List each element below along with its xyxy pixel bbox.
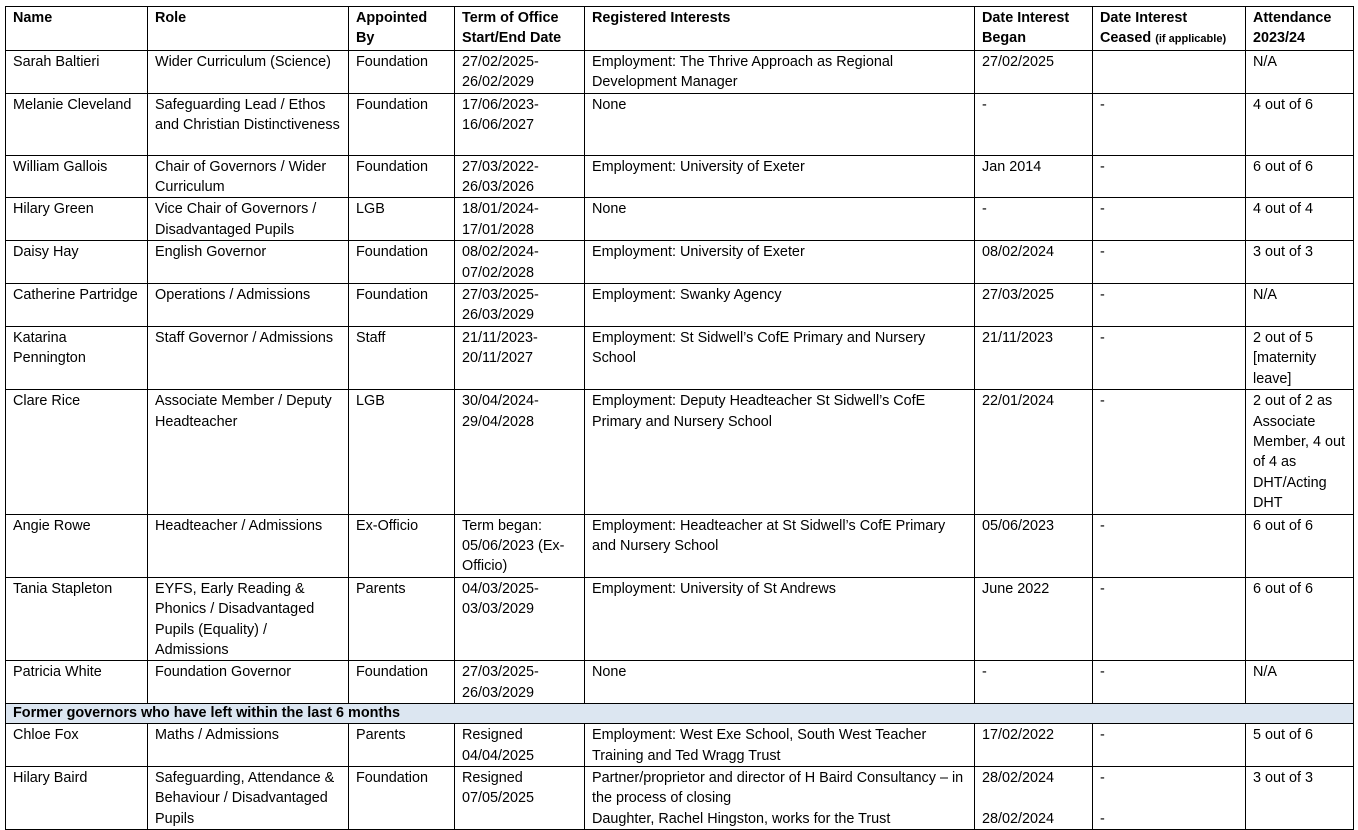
cell-role: Maths / Admissions [148, 724, 349, 767]
cell-interests: None [585, 198, 975, 241]
header-ceased-label: Date Interest Ceased [1100, 10, 1188, 47]
former-section-row [6, 704, 1354, 724]
cell-ceased: - [1093, 198, 1246, 241]
cell-interests: Employment: West Exe School, South West Teacher Training and Ted Wragg Trust [585, 724, 975, 767]
table-row [6, 724, 1354, 767]
cell-appointed-by: Foundation [349, 284, 455, 327]
cell-role: Foundation Governor [148, 661, 349, 704]
header-row [6, 7, 1354, 51]
cell-name: Daisy Hay [6, 241, 148, 284]
cell-interests: Employment: St Sidwell’s CofE Primary and Nursery School [585, 326, 975, 389]
cell-began: 21/11/2023 [975, 326, 1093, 389]
cell-attendance: 6 out of 6 [1246, 155, 1354, 198]
ceased-line: - [1100, 810, 1105, 827]
cell-term: 27/03/2022-26/03/2026 [455, 155, 585, 198]
cell-attendance: 3 out of 3 [1246, 241, 1354, 284]
table-row [6, 241, 1354, 284]
cell-ceased: - [1093, 93, 1246, 155]
cell-term: 27/03/2025-26/03/2029 [455, 284, 585, 327]
header-interests: Registered Interests [585, 7, 975, 51]
cell-began: 05/06/2023 [975, 514, 1093, 577]
cell-attendance: 5 out of 6 [1246, 724, 1354, 767]
cell-interests: None [585, 661, 975, 704]
cell-attendance: N/A [1246, 284, 1354, 327]
cell-term: Resigned 07/05/2025 [455, 767, 585, 830]
header-attendance: Attendance 2023/24 [1246, 7, 1354, 51]
cell-name: Chloe Fox [6, 724, 148, 767]
cell-interests: Employment: University of St Andrews [585, 577, 975, 661]
cell-term: 21/11/2023-20/11/2027 [455, 326, 585, 389]
cell-interests: None [585, 93, 975, 155]
table-row [6, 390, 1354, 514]
cell-ceased [1093, 50, 1246, 93]
cell-ceased: - [1093, 514, 1246, 577]
cell-attendance: 4 out of 6 [1246, 93, 1354, 155]
cell-name: Katarina Pennington [6, 326, 148, 389]
interest-line: Partner/proprietor and director of H Baird Consultancy – in the process of closing [592, 770, 964, 807]
cell-appointed-by: Staff [349, 326, 455, 389]
cell-term: 27/02/2025-26/02/2029 [455, 50, 585, 93]
table-row [6, 767, 1354, 830]
cell-attendance: N/A [1246, 661, 1354, 704]
cell-role: Operations / Admissions [148, 284, 349, 327]
cell-attendance: N/A [1246, 50, 1354, 93]
table-row [6, 50, 1354, 93]
cell-began: 22/01/2024 [975, 390, 1093, 514]
cell-name: Hilary Baird [6, 767, 148, 830]
header-term: Term of Office Start/End Date [455, 7, 585, 51]
cell-interests: Employment: Deputy Headteacher St Sidwell’s CofE Primary and Nursery School [585, 390, 975, 514]
table-row [6, 661, 1354, 704]
cell-interests: Employment: Headteacher at St Sidwell’s CofE Primary and Nursery School [585, 514, 975, 577]
cell-term: 17/06/2023-16/06/2027 [455, 93, 585, 155]
header-ceased [1093, 7, 1246, 51]
cell-appointed-by: Foundation [349, 155, 455, 198]
cell-attendance: 6 out of 6 [1246, 514, 1354, 577]
cell-appointed-by: Ex-Officio [349, 514, 455, 577]
cell-role: Safeguarding, Attendance & Behaviour / Disadvantaged Pupils [148, 767, 349, 830]
cell-role: Vice Chair of Governors / Disadvantaged Pupils [148, 198, 349, 241]
cell-began: 08/02/2024 [975, 241, 1093, 284]
governors-table [5, 6, 1354, 830]
cell-appointed-by: Foundation [349, 93, 455, 155]
table-row [6, 284, 1354, 327]
cell-term: 27/03/2025-26/03/2029 [455, 661, 585, 704]
cell-name: William Gallois [6, 155, 148, 198]
cell-attendance: 6 out of 6 [1246, 577, 1354, 661]
cell-ceased [1093, 767, 1246, 830]
cell-role: Associate Member / Deputy Headteacher [148, 390, 349, 514]
header-began: Date Interest Began [975, 7, 1093, 51]
table-row [6, 326, 1354, 389]
cell-interests: Employment: University of Exeter [585, 155, 975, 198]
cell-began: 17/02/2022 [975, 724, 1093, 767]
cell-term: 18/01/2024-17/01/2028 [455, 198, 585, 241]
cell-role: Wider Curriculum (Science) [148, 50, 349, 93]
cell-interests: Employment: The Thrive Approach as Regional Development Manager [585, 50, 975, 93]
table-row [6, 198, 1354, 241]
cell-name: Melanie Cleveland [6, 93, 148, 155]
cell-name: Catherine Partridge [6, 284, 148, 327]
cell-name: Hilary Green [6, 198, 148, 241]
cell-began: Jan 2014 [975, 155, 1093, 198]
cell-name: Tania Stapleton [6, 577, 148, 661]
cell-interests: Employment: University of Exeter [585, 241, 975, 284]
cell-ceased: - [1093, 326, 1246, 389]
cell-began [975, 767, 1093, 830]
cell-attendance: 2 out of 2 as Associate Member, 4 out of 4 as DHT/Acting DHT [1246, 390, 1354, 514]
header-name: Name [6, 7, 148, 51]
cell-appointed-by: Parents [349, 577, 455, 661]
cell-interests: Employment: Swanky Agency [585, 284, 975, 327]
cell-appointed-by: LGB [349, 390, 455, 514]
cell-ceased: - [1093, 390, 1246, 514]
began-line: 28/02/2024 [982, 770, 1055, 786]
cell-role: Headteacher / Admissions [148, 514, 349, 577]
cell-term: Term began: 05/06/2023 (Ex-Officio) [455, 514, 585, 577]
table-row [6, 93, 1354, 155]
cell-interests [585, 767, 975, 830]
cell-ceased: - [1093, 661, 1246, 704]
cell-attendance: 2 out of 5 [maternity leave] [1246, 326, 1354, 389]
cell-attendance: 4 out of 4 [1246, 198, 1354, 241]
cell-appointed-by: Foundation [349, 50, 455, 93]
table-row [6, 155, 1354, 198]
cell-ceased: - [1093, 241, 1246, 284]
cell-name: Clare Rice [6, 390, 148, 514]
cell-attendance: 3 out of 3 [1246, 767, 1354, 830]
cell-appointed-by: Parents [349, 724, 455, 767]
cell-role: Staff Governor / Admissions [148, 326, 349, 389]
cell-ceased: - [1093, 724, 1246, 767]
cell-ceased: - [1093, 577, 1246, 661]
cell-appointed-by: Foundation [349, 241, 455, 284]
cell-name: Angie Rowe [6, 514, 148, 577]
former-section-heading: Former governors who have left within the last 6 months [6, 704, 1354, 724]
cell-term: Resigned 04/04/2025 [455, 724, 585, 767]
table-row [6, 514, 1354, 577]
cell-term: 30/04/2024-29/04/2028 [455, 390, 585, 514]
cell-ceased: - [1093, 284, 1246, 327]
cell-began: 27/03/2025 [975, 284, 1093, 327]
cell-began: - [975, 661, 1093, 704]
cell-role: English Governor [148, 241, 349, 284]
cell-began: 27/02/2025 [975, 50, 1093, 93]
table-row [6, 577, 1354, 661]
cell-role: Chair of Governors / Wider Curriculum [148, 155, 349, 198]
cell-appointed-by: Foundation [349, 767, 455, 830]
cell-term: 04/03/2025-03/03/2029 [455, 577, 585, 661]
header-role: Role [148, 7, 349, 51]
cell-appointed-by: Foundation [349, 661, 455, 704]
cell-began: - [975, 198, 1093, 241]
cell-role: Safeguarding Lead / Ethos and Christian Distinctiveness [148, 93, 349, 155]
cell-term: 08/02/2024-07/02/2028 [455, 241, 585, 284]
cell-name: Sarah Baltieri [6, 50, 148, 93]
began-line: 28/02/2024 [982, 810, 1055, 827]
ceased-line: - [1100, 770, 1105, 786]
header-appointed-by: Appointed By [349, 7, 455, 51]
cell-ceased: - [1093, 155, 1246, 198]
cell-role: EYFS, Early Reading & Phonics / Disadvantaged Pupils (Equality) / Admissions [148, 577, 349, 661]
cell-began: June 2022 [975, 577, 1093, 661]
cell-name: Patricia White [6, 661, 148, 704]
cell-appointed-by: LGB [349, 198, 455, 241]
cell-began: - [975, 93, 1093, 155]
interest-line: Daughter, Rachel Hingston, works for the Trust [592, 810, 891, 827]
header-ceased-note: (if applicable) [1155, 33, 1227, 46]
